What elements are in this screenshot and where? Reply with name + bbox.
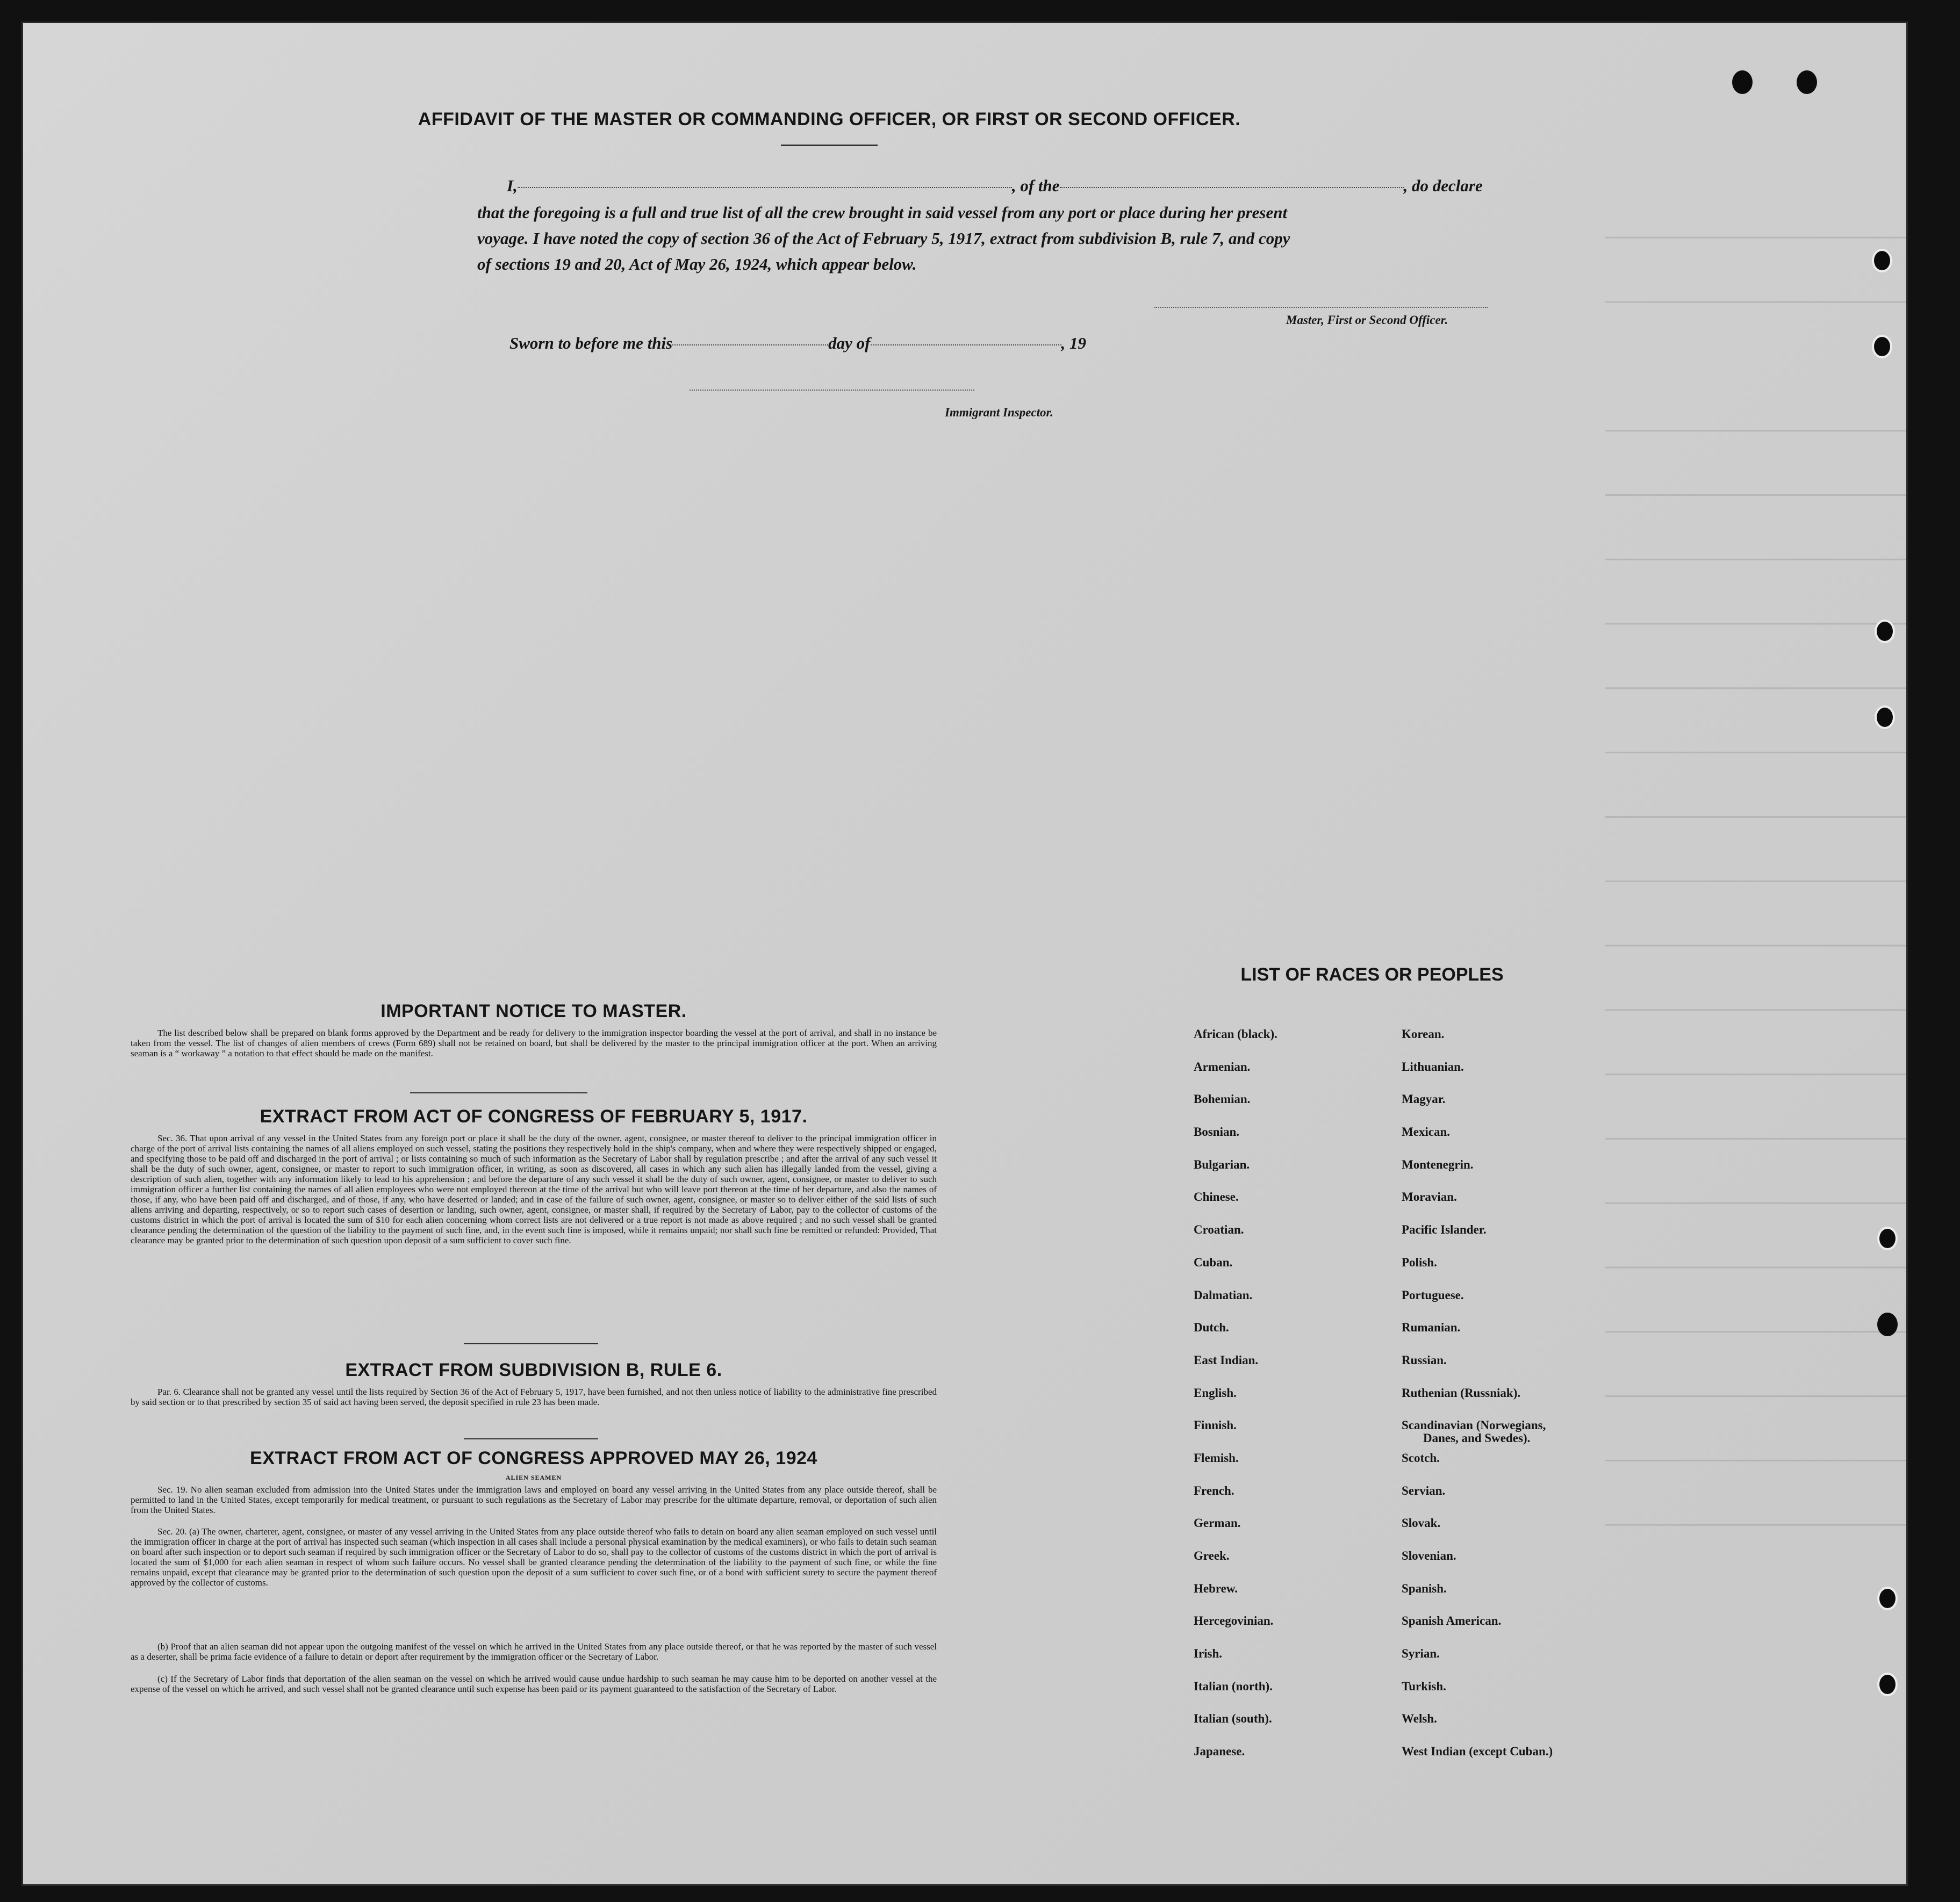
extract-1924-title: EXTRACT FROM ACT OF CONGRESS APPROVED MAY 26, 1924 bbox=[250, 1448, 817, 1468]
punch-hole-icon bbox=[1877, 1313, 1898, 1336]
punch-hole-icon bbox=[1877, 1673, 1898, 1696]
document-page bbox=[21, 21, 1908, 1886]
race-item: Mexican. bbox=[1402, 1125, 1451, 1139]
divider bbox=[464, 1343, 598, 1344]
races-column-1 bbox=[1194, 1028, 1387, 1778]
race-item: African (black). bbox=[1194, 1027, 1277, 1041]
race-item: Dutch. bbox=[1194, 1321, 1229, 1335]
race-item: Bohemian. bbox=[1194, 1092, 1251, 1106]
race-item: Lithuanian. bbox=[1402, 1060, 1464, 1074]
punch-hole-icon bbox=[1875, 705, 1895, 729]
race-item: Slovak. bbox=[1402, 1516, 1441, 1530]
race-item: Welsh. bbox=[1402, 1712, 1437, 1726]
race-item: Scotch. bbox=[1402, 1451, 1440, 1465]
divider bbox=[464, 1438, 598, 1439]
extract-1917-body: Sec. 36. That upon arrival of any vessel in the United States from any foreign port or place it shall be the duty of the owner, agent, consignee, or master thereof to deliver to the principal immigration officer in charge of the port of arrival lists containing the names of all aliens employed on such vessel, stating the positions they respectively hold in the ship's company, when and where they were respectively shipped or engaged, and specifying those to be paid off and discharged in the port of arrival ; or lists containing so much of such information as the Secretary of Labor shall by regulation prescribe ; and after the arrival of any such vessel it shall be the duty of such owner, agent, consignee, or master to report to such immigration officer, in writing, as soon as discovered, all cases in which any such alien has illegally landed from the vessel, giving a description of such alien, together with any information likely to lead to his apprehension ; and before the departure of any such vessel it shall be the duty of such owner, agent, consignee, or master to deliver to such immigration officer a further list containing the names of all alien employees who were not employed thereon at the time of the arrival but who will leave port thereon at the time of her departure, and also the names of those, if any, who have been paid off and discharged, and of those, if any, who have deserted or landed; and in case of the failure of such owner, agent, consignee, or master so to deliver either of the said lists of such aliens arriving and departing, respectively, or so to report such cases of desertion or landing, such owner, agent, consignee, or master shall, if required by the Secretary of Labor, pay to the collector of customs of the customs district in which the port of arrival is located the sum of $10 for each alien concerning whom correct lists are not delivered or a true report is not made as above required ; and no such vessel shall be granted clearance pending the determination of the question of the liability to the payment of such fine, and, in the event such fine is imposed, while it remains unpaid; nor shall such fine be remitted or refunded: Provided, That clearance may be granted prior to the determination of such question upon deposit of a sum sufficient to cover such fine. bbox=[131, 1133, 937, 1245]
race-item: Croatian. bbox=[1194, 1223, 1244, 1237]
affidavit-title: AFFIDAVIT OF THE MASTER OR COMMANDING OFFICER, OR FIRST OR SECOND OFFICER. bbox=[418, 109, 1241, 129]
section-20b-text: (b) Proof that an alien seaman did not appear upon the outgoing manifest of the vessel on which he arrived in the United States from any place outside thereof, or that he was reported by the master of such vessel as a deserter, shall be prima facie evidence of a failure to detain or deport after requirement by the immigration officer or the Secretary of Labor. bbox=[131, 1641, 937, 1662]
race-item: Pacific Islander. bbox=[1402, 1223, 1487, 1237]
race-item: West Indian (except Cuban.) bbox=[1402, 1745, 1553, 1759]
race-item: Chinese. bbox=[1194, 1190, 1239, 1204]
race-item: Greek. bbox=[1194, 1549, 1230, 1562]
races-title: LIST OF RACES OR PEOPLES bbox=[1240, 964, 1504, 985]
race-item: Syrian. bbox=[1402, 1647, 1440, 1661]
punch-hole-icon bbox=[1872, 249, 1892, 272]
divider bbox=[410, 1092, 587, 1093]
month-blank bbox=[871, 344, 1061, 345]
race-item: Scandinavian (Norwegians, bbox=[1402, 1418, 1546, 1432]
race-item: East Indian. bbox=[1194, 1353, 1259, 1367]
race-item: Turkish. bbox=[1402, 1679, 1446, 1693]
section-20a-text: Sec. 20. (a) The owner, charterer, agent, consignee, or master of any vessel arriving in the United States from any place outside thereof who fails to detain on board any alien seaman employed on such vessel until the immigration officer in charge at the port of arrival has inspected such seaman (which inspection in all cases shall include a personal physical examination by the medical examiners), or who fails to detain such seaman on board after such inspection or to deport such seaman if required by such immigration officer or the Secretary of Labor to do so, shall pay to the collector of customs of the customs district in which the port of arrival is located the sum of $1,000 for each alien seaman in respect of whom such failure occurs. No vessel shall be granted clearance pending the determination of the liability to the payment of such fine, or while the fine remains unpaid, except that clearance may be granted prior to the determination of such question upon the deposit of a sum sufficient to cover such fine, or of a bond with sufficient surety to secure the payment thereof approved by the collector of customs. bbox=[131, 1526, 937, 1588]
punch-hole-icon bbox=[1872, 335, 1892, 358]
race-item: Portuguese. bbox=[1402, 1288, 1464, 1302]
sworn-line bbox=[509, 334, 1086, 353]
race-item: German. bbox=[1194, 1516, 1241, 1530]
race-item: Bulgarian. bbox=[1194, 1157, 1250, 1171]
inspector-label: Immigrant Inspector. bbox=[945, 406, 1053, 419]
day-of-text: day of bbox=[828, 334, 871, 352]
affidavit-line-2: that the foregoing is a full and true list of all the crew brought in said vessel from any port or place during her present bbox=[477, 203, 1288, 222]
race-item: Cuban. bbox=[1194, 1255, 1233, 1269]
race-item: Italian (north). bbox=[1194, 1679, 1273, 1693]
extract-1924-subtitle: ALIEN SEAMEN bbox=[505, 1474, 562, 1481]
year-text: , 19 bbox=[1061, 334, 1086, 352]
inspector-signature-line bbox=[690, 390, 974, 391]
race-item: Dalmatian. bbox=[1194, 1288, 1253, 1302]
race-item: French. bbox=[1194, 1483, 1234, 1497]
affidavit-i: I, bbox=[507, 176, 518, 195]
punch-hole-icon bbox=[1877, 1227, 1898, 1250]
race-item: English. bbox=[1194, 1386, 1237, 1400]
race-item: Flemish. bbox=[1194, 1451, 1239, 1465]
race-item: Hercegovinian. bbox=[1194, 1614, 1274, 1628]
race-item: Ruthenian (Russniak). bbox=[1402, 1386, 1521, 1400]
extract-1917-title: EXTRACT FROM ACT OF CONGRESS OF FEBRUARY 5, 1917. bbox=[260, 1106, 808, 1127]
race-item: Servian. bbox=[1402, 1483, 1446, 1497]
notice-title: IMPORTANT NOTICE TO MASTER. bbox=[380, 1001, 687, 1021]
master-signature-line bbox=[1154, 307, 1488, 308]
race-item: Russian. bbox=[1402, 1353, 1447, 1367]
section-19-text: Sec. 19. No alien seaman excluded from admission into the United States under the immigration laws and employed on board any vessel arriving in the United States from any place outside thereof, shall be permitted to land in the United States, except temporarily for medical treatment, or pursuant to such regulations as the Secretary of Labor may prescribe for the ultimate departure, removal, or deportation of such alien from the United States. bbox=[131, 1485, 937, 1515]
name-blank bbox=[518, 186, 1012, 188]
race-item: Rumanian. bbox=[1402, 1321, 1461, 1335]
race-item: Spanish. bbox=[1402, 1581, 1447, 1595]
race-item: Irish. bbox=[1194, 1647, 1223, 1661]
race-item: Spanish American. bbox=[1402, 1614, 1502, 1628]
extract-rule-6-body: Par. 6. Clearance shall not be granted any vessel until the lists required by Section 36 of the Act of February 5, 1917, have been furnished, and not then unless notice of liability to the administrative fine prescribed by said section or to that prescribed by section 35 of said act having been served, the deposit specified in rule 23 has been made. bbox=[131, 1387, 937, 1407]
vessel-blank bbox=[1060, 186, 1404, 188]
section-20c-text: (c) If the Secretary of Labor finds that deportation of the alien seaman on the vessel on which he arrived would cause undue hardship to such seaman he may cause him to be deported on another vessel at the expense of the vessel on which he arrived, and such vessel shall not be granted clearance until such expense has been paid or its payment guaranteed to the satisfaction of the Secretary of Labor. bbox=[131, 1674, 937, 1694]
punch-hole-icon bbox=[1732, 70, 1753, 94]
master-label: Master, First or Second Officer. bbox=[1286, 313, 1448, 327]
affidavit-line-4: of sections 19 and 20, Act of May 26, 1924, which appear below. bbox=[477, 255, 917, 273]
race-item: Japanese. bbox=[1194, 1745, 1245, 1759]
day-blank bbox=[672, 344, 828, 345]
race-item-continuation: Danes, and Swedes). bbox=[1423, 1431, 1531, 1445]
race-item: Armenian. bbox=[1194, 1060, 1251, 1074]
race-item: Polish. bbox=[1402, 1255, 1437, 1269]
divider bbox=[781, 145, 878, 146]
notice-body: The list described below shall be prepared on blank forms approved by the Department and be ready for delivery to the immigration inspector boarding the vessel at the port of arrival, and shall in no instance be taken from the vessel. The list of changes of alien members of crews (Form 689) shall not be retained on board, but shall be delivered by the master to the principal immigration officer at the port. When an arriving seaman is a “ workaway ” a notation to that effect should be made on the manifest. bbox=[131, 1028, 937, 1058]
affidavit-do-declare: , do declare bbox=[1403, 176, 1483, 195]
race-item: Moravian. bbox=[1402, 1190, 1457, 1204]
race-item: Bosnian. bbox=[1194, 1125, 1240, 1139]
race-item: Montenegrin. bbox=[1402, 1157, 1474, 1171]
races-column-2 bbox=[1402, 1028, 1627, 1778]
race-item: Korean. bbox=[1402, 1027, 1445, 1041]
race-item: Hebrew. bbox=[1194, 1581, 1238, 1595]
affidavit-of-the: , of the bbox=[1011, 176, 1060, 195]
race-item: Slovenian. bbox=[1402, 1549, 1456, 1562]
punch-hole-icon bbox=[1797, 70, 1817, 94]
punch-hole-icon bbox=[1875, 619, 1895, 643]
race-item: Magyar. bbox=[1402, 1092, 1446, 1106]
punch-hole-icon bbox=[1877, 1587, 1898, 1610]
race-item: Finnish. bbox=[1194, 1418, 1237, 1432]
race-item: Italian (south). bbox=[1194, 1712, 1272, 1726]
race-item-multiline bbox=[1402, 1419, 1627, 1452]
sworn-text: Sworn to before me this bbox=[509, 334, 673, 352]
affidavit-line-3: voyage. I have noted the copy of section 36 of the Act of February 5, 1917, extract from subdivision B, rule 7, and copy bbox=[477, 229, 1290, 248]
extract-rule-6-title: EXTRACT FROM SUBDIVISION B, RULE 6. bbox=[345, 1360, 722, 1380]
affidavit-line-1 bbox=[507, 176, 1555, 196]
bleed-through-lines bbox=[1605, 23, 1906, 1884]
